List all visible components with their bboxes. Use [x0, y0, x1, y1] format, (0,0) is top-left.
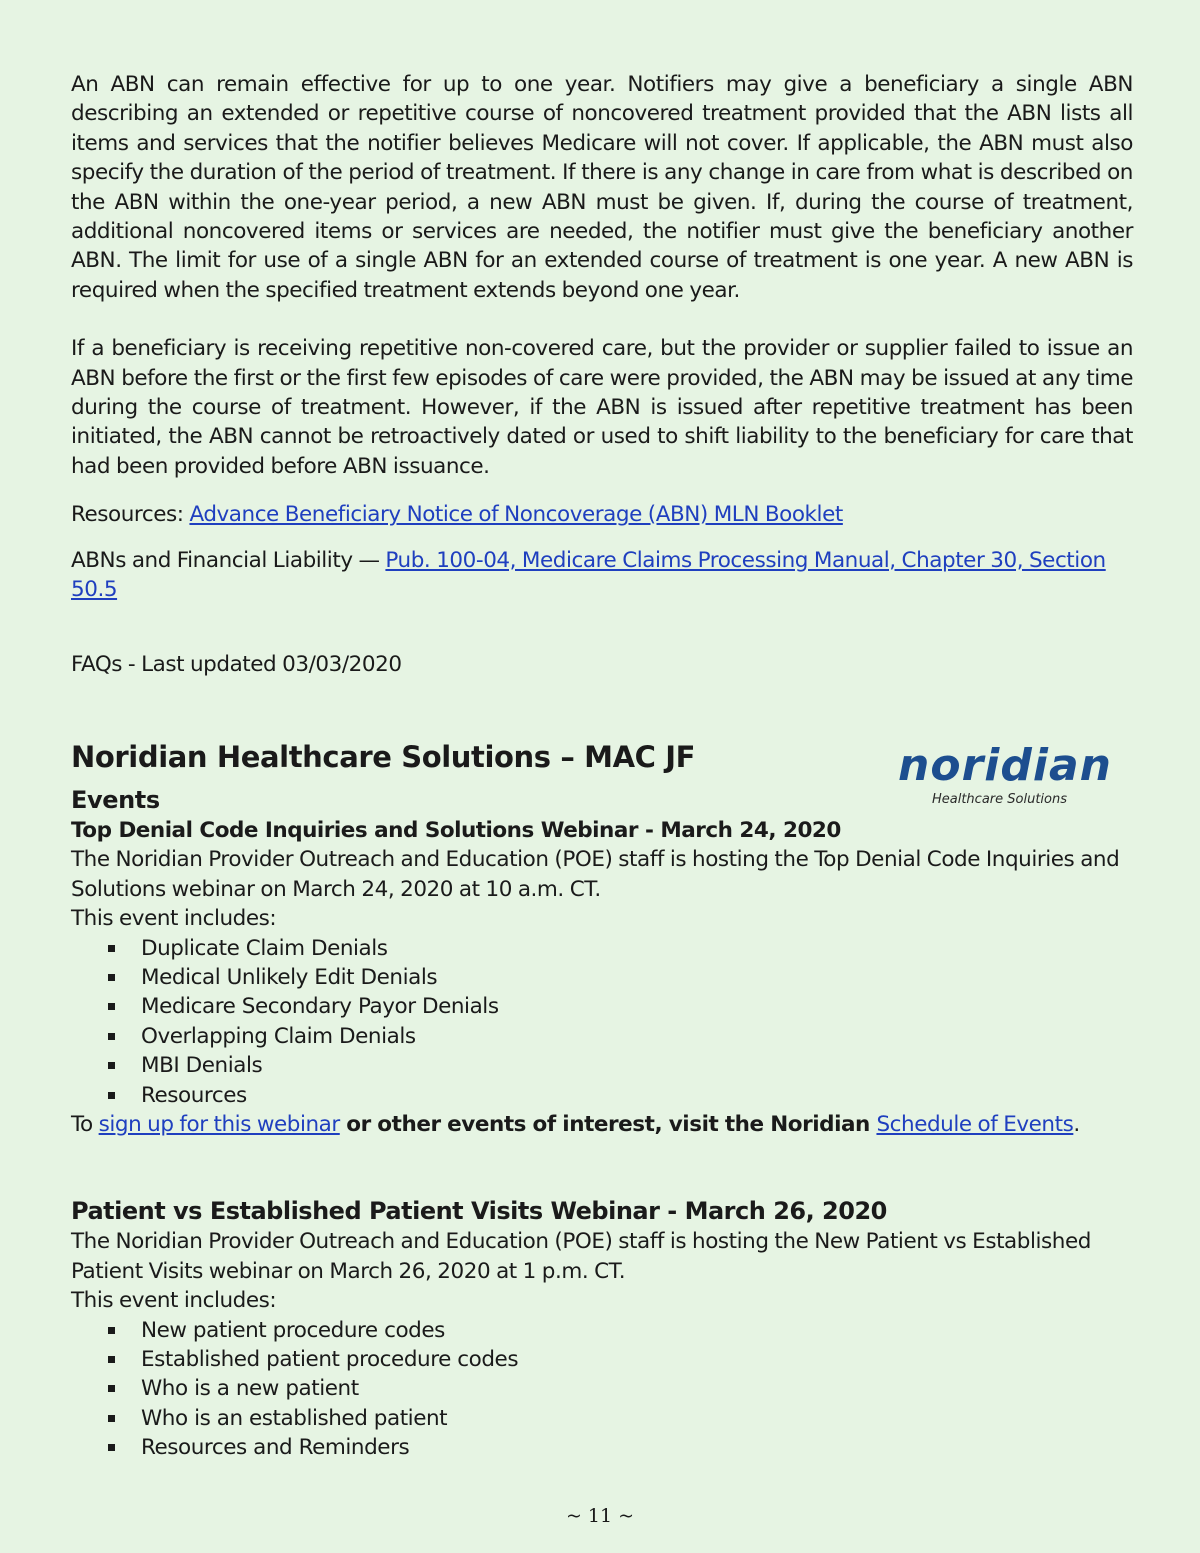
bullet-icon [108, 1385, 115, 1392]
list-item: Who is a new patient [108, 1374, 1133, 1403]
list-item: Medical Unlikely Edit Denials [108, 963, 1133, 992]
page-number: ~ 11 ~ [565, 1505, 635, 1527]
signup-suffix: . [1073, 1111, 1080, 1137]
claims-manual-link[interactable]: Pub. 100-04, Medicare Claims Processing Manual, Chapter 30, Section 50.5 [71, 547, 1106, 603]
list-item: Who is an established patient [108, 1404, 1133, 1433]
list-item: New patient procedure codes [108, 1316, 1133, 1345]
bullet-icon [108, 1444, 115, 1451]
bullet-icon [108, 1062, 115, 1069]
logo-tagline: Healthcare Solutions [931, 792, 1067, 807]
event1-list [71, 934, 1133, 1110]
list-item: Resources [108, 1081, 1133, 1110]
liability-line [71, 546, 1133, 605]
event1-title: Top Denial Code Inquiries and Solutions Webinar - March 24, 2020 [71, 817, 841, 843]
list-item: Duplicate Claim Denials [108, 934, 1133, 963]
event1-description: The Noridian Provider Outreach and Education (POE) staff is hosting the Top Denial Code Inquiries and Solutions webinar on March 24, 2020 at 10 a.m. CT. [71, 847, 1120, 902]
bullet-icon [108, 1092, 115, 1099]
signup-line [71, 1110, 1133, 1139]
signup-middle: or other events of interest, visit the Noridian [339, 1111, 877, 1137]
signup-webinar-link[interactable]: sign up for this webinar [98, 1111, 340, 1137]
bullet-icon [108, 1356, 115, 1363]
bullet-icon [108, 1003, 115, 1010]
resources-label: Resources: [71, 502, 190, 528]
faqs-updated: FAQs - Last updated 03/03/2020 [71, 651, 402, 677]
abn-paragraph-2: If a beneficiary is receiving repetitive non-covered care, but the provider or supplier failed to issue an ABN before the first or the first few episodes of care were provided, the ABN may be issued at any time during the course of treatment. However, if the ABN is issued after repetitive treatment has been initiated, the ABN cannot be retroactively dated or used to shift liability to the beneficiary for care that had been provided before ABN issuance. [71, 336, 1133, 479]
event2-includes: This event includes: [71, 1288, 277, 1314]
liability-label: ABNs and Financial Liability — [71, 547, 386, 573]
bullet-icon [108, 1327, 115, 1334]
schedule-of-events-link[interactable]: Schedule of Events [876, 1111, 1074, 1137]
signup-prefix: To [71, 1111, 99, 1137]
resources-line [71, 500, 1133, 529]
events-heading: Events [71, 785, 160, 814]
list-item: Established patient procedure codes [108, 1345, 1133, 1374]
event1-includes: This event includes: [71, 906, 277, 932]
event2-list [71, 1316, 1133, 1463]
section-title: Noridian Healthcare Solutions – MAC JF [71, 739, 696, 774]
bullet-icon [108, 974, 115, 981]
bullet-icon [108, 945, 115, 952]
list-item: Medicare Secondary Payor Denials [108, 992, 1133, 1021]
abn-booklet-link[interactable]: Advance Beneficiary Notice of Noncoverage (ABN) MLN Booklet [189, 502, 843, 528]
noridian-logo [897, 740, 1113, 810]
event2-title: Patient vs Established Patient Visits Webinar - March 26, 2020 [71, 1197, 887, 1226]
logo-wordmark: noridian [898, 740, 1112, 791]
abn-paragraph-1: An ABN can remain effective for up to one year. Notifiers may give a beneficiary a single ABN describing an extended or repetitive course of noncovered treatment provided that the ABN lists all items and services that the notifier believes Medicare will not cover. If applicable, the ABN must also specify the duration of the period of treatment. If there is any change in care from what is described on the ABN within the one-year period, a new ABN must be given. If, during the course of treatment, additional noncovered items or services are needed, the notifier must give the beneficiary another ABN. The limit for use of a single ABN for an extended course of treatment is one year. A new ABN is required when the specified treatment extends beyond one year. [71, 72, 1133, 303]
list-item: MBI Denials [108, 1051, 1133, 1080]
list-item: Overlapping Claim Denials [108, 1022, 1133, 1051]
bullet-icon [108, 1415, 115, 1422]
event2-description: The Noridian Provider Outreach and Education (POE) staff is hosting the New Patient vs Established Patient Visits webinar on March 26, 2020 at 1 p.m. CT. [71, 1229, 1091, 1284]
bullet-icon [108, 1033, 115, 1040]
list-item: Resources and Reminders [108, 1433, 1133, 1462]
